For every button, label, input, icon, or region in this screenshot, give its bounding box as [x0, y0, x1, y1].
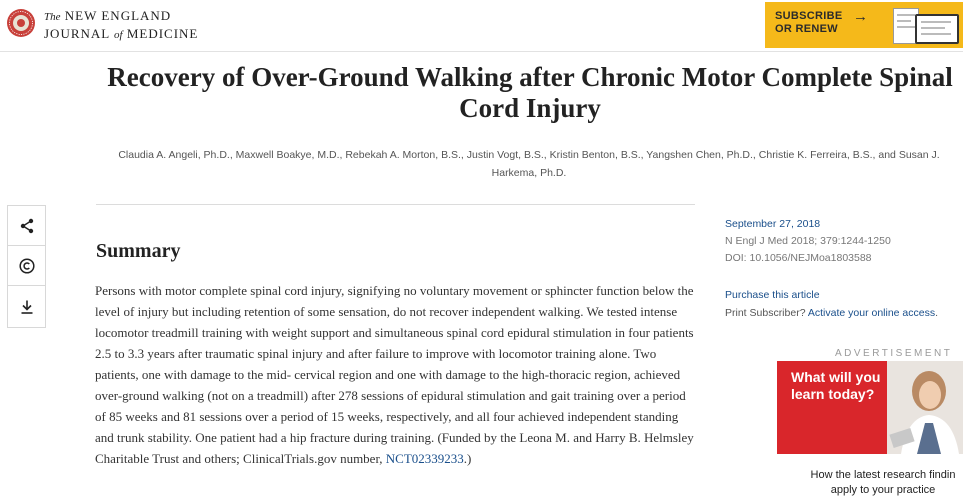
- laptop-illustration: [915, 14, 959, 44]
- doi: DOI: 10.1056/NEJMoa1803588: [725, 252, 872, 264]
- publication-date: September 27, 2018: [725, 218, 821, 230]
- download-button[interactable]: [8, 287, 45, 327]
- brand-line-2b: MEDICINE: [126, 26, 199, 41]
- purchase-article-link[interactable]: Purchase this article: [725, 289, 820, 301]
- citation: N Engl J Med 2018; 379:1244-1250: [725, 235, 891, 247]
- summary-heading: Summary: [96, 240, 181, 262]
- share-button[interactable]: [8, 206, 45, 246]
- arrow-right-icon: →: [853, 8, 868, 25]
- print-suffix: .: [935, 307, 939, 319]
- article-tools-rail: [7, 205, 46, 328]
- abstract-end: .): [463, 451, 472, 466]
- brand-of: of: [114, 29, 123, 41]
- site-header: [0, 0, 963, 52]
- activate-access-link[interactable]: Activate your online access: [807, 307, 936, 319]
- ad-headline: What will you learn today?: [791, 369, 881, 402]
- share-icon: [19, 218, 35, 234]
- advertisement-banner[interactable]: [777, 361, 963, 454]
- abstract-body: Persons with motor complete spinal cord injury, signifying no voluntary movement or sphincter function below the level of injury but including retention of some sensation, do not recover independent walking. We tested intense locomotor treadmill training with weight support and simultaneous spinal cord epidural stimulation in four patients 2.5 to 3.3 years after traumatic spinal injury and after failure to improve with locomotor training alone. Two patients, one with damage to the mid- cervical region and one with damage to the high-thoracic region, achieved over-ground walking (not on a treadmill) after 278 sessions of epidural stimulation and gait training over a period of 85 weeks and 81 sessions over a period of 15 weeks, respectively, and all four achieved independent standing and trunk stability. One patient had a hip fracture during training. (Funded by the Leona M. and Harry B. Helmsley Charitable Trust and others; ClinicalTrials.gov number,: [95, 283, 694, 466]
- abstract-text: [95, 280, 695, 469]
- print-subscriber-text: Print Subscriber?: [725, 307, 808, 319]
- author-list[interactable]: Claudia A. Angeli, Ph.D., Maxwell Boakye, M.D., Rebekah A. Morton, B.S., Justin Vogt, B.S., Kristin Benton, B.S., Yangshen Chen, Ph.D., Christie K. Ferreira, B.S., and Susan J. Harkema, Ph.D.: [118, 149, 940, 179]
- article-metadata: [725, 216, 891, 267]
- person-illustration-icon: [887, 361, 963, 454]
- brand-line-1: NEW ENGLAND: [64, 8, 172, 23]
- subscribe-or-renew-button[interactable]: [765, 2, 963, 48]
- nejm-seal-logo[interactable]: [6, 8, 36, 38]
- ad-photo: [887, 361, 963, 454]
- content-divider: [96, 204, 695, 205]
- brand-line-2a: JOURNAL: [44, 26, 110, 41]
- subscribe-label: SUBSCRIBE: [775, 10, 843, 22]
- access-options: [725, 286, 938, 322]
- download-icon: [19, 299, 35, 315]
- brand-prefix: The: [44, 11, 61, 23]
- ad-caption[interactable]: How the latest research findin apply to your practice: [810, 469, 956, 496]
- clinical-trial-link[interactable]: NCT02339233: [385, 451, 464, 466]
- copyright-icon: [19, 258, 35, 274]
- article-title: Recovery of Over-Ground Walking after Chronic Motor Complete Spinal Cord Injury: [107, 62, 953, 123]
- permissions-button[interactable]: [8, 246, 45, 286]
- renew-label: OR RENEW: [775, 23, 838, 35]
- journal-wordmark[interactable]: [44, 8, 198, 43]
- advertisement-label: ADVERTISEMENT: [835, 348, 953, 359]
